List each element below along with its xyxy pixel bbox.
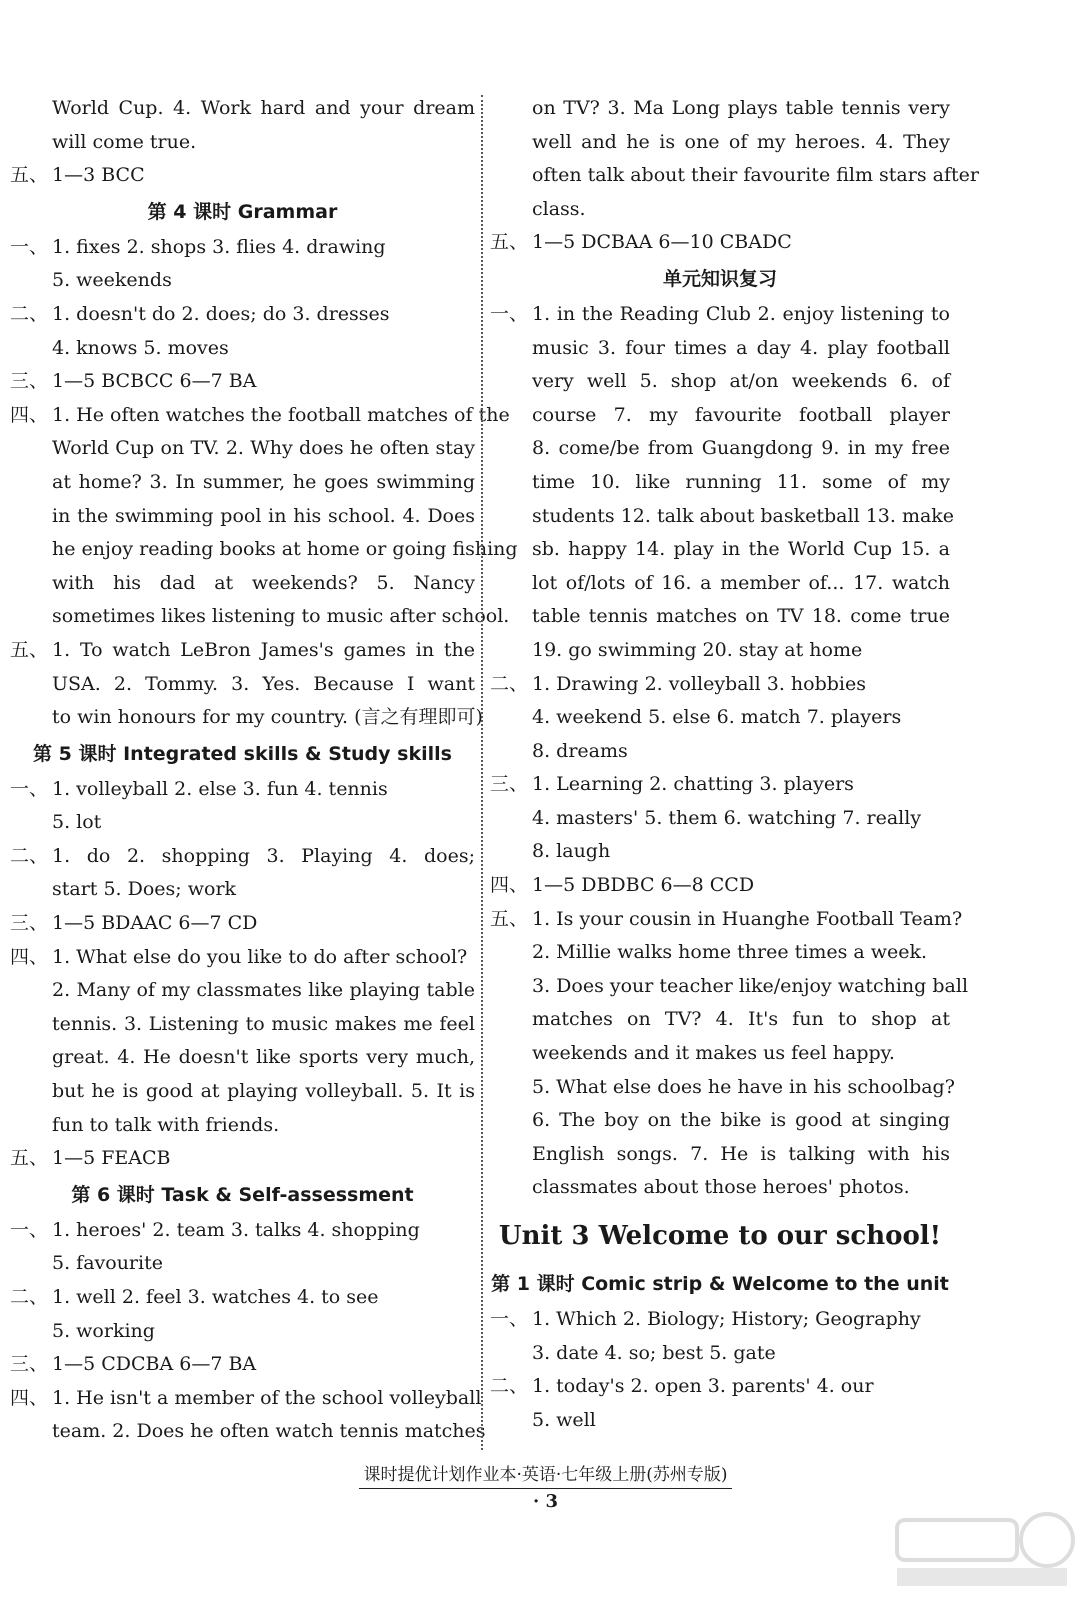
answer-line — [10, 365, 475, 399]
answer-line — [490, 466, 950, 500]
answer-text: 1. What else do you like to do after school? — [52, 945, 468, 968]
answer-line — [490, 399, 950, 433]
answer-line — [10, 231, 475, 265]
answer-line — [490, 903, 963, 937]
answer-line — [490, 701, 950, 735]
answer-text: 1. To watch LeBron James's games in the — [52, 638, 475, 661]
answer-text: students 12. talk about basketball 13. make — [532, 504, 955, 527]
question-number-label: 四、 — [10, 403, 49, 426]
answer-line — [10, 298, 475, 332]
answer-line — [10, 840, 475, 874]
question-number-label: 五、 — [490, 907, 529, 930]
answer-line — [10, 567, 475, 601]
answer-text: 1. heroes' 2. team 3. talks 4. shopping — [52, 1218, 420, 1241]
answer-line — [490, 1003, 950, 1037]
answer-line — [490, 768, 950, 802]
question-number-label: 一、 — [10, 777, 49, 800]
answer-line — [10, 873, 475, 907]
answer-line — [490, 1171, 950, 1205]
answer-text: 5. weekends — [52, 269, 172, 292]
question-number-label: 五、 — [490, 231, 529, 254]
answer-line — [490, 1404, 950, 1438]
answer-text: on TV? 3. Ma Long plays table tennis very — [532, 97, 950, 119]
question-number-label: 四、 — [10, 945, 49, 968]
question-number-label: 一、 — [490, 302, 529, 325]
answer-text: 5. lot — [52, 811, 102, 834]
answer-text: 1. doesn't do 2. does; do 3. dresses — [52, 302, 390, 325]
answer-text: but he is good at playing volleyball. 5. It is — [52, 1080, 475, 1103]
question-number-label: 四、 — [10, 1386, 49, 1409]
answer-text: in the swimming pool in his school. 4. Does — [52, 504, 475, 527]
answer-text: start 5. Does; work — [52, 878, 237, 901]
answer-text: will come true. — [52, 130, 197, 153]
answer-text: often talk about their favourite film stars after — [532, 164, 979, 187]
answer-text: 5. favourite — [52, 1252, 163, 1275]
answer-text: 4. knows 5. moves — [52, 336, 229, 359]
answer-line — [490, 1337, 950, 1371]
answer-text: at home? 3. In summer, he goes swimming — [52, 470, 475, 493]
answer-text: 2. Millie walks home three times a week. — [532, 941, 928, 964]
answer-text: team. 2. Does he often watch tennis matches — [52, 1420, 486, 1443]
answer-line — [10, 1214, 475, 1248]
answer-line — [490, 936, 950, 970]
answer-line — [10, 1247, 475, 1281]
question-number-label: 二、 — [490, 1375, 529, 1398]
answer-text: fun to talk with friends. — [52, 1113, 280, 1136]
answer-text: World Cup. 4. Work hard and your dream — [52, 97, 475, 119]
answer-line — [490, 92, 950, 126]
answer-text: 1. today's 2. open 3. parents' 4. our — [532, 1375, 874, 1398]
question-number-label: 四、 — [490, 874, 529, 897]
section-heading: 第 1 课时 Comic strip & Welcome to the unit — [491, 1273, 949, 1295]
answer-line — [490, 869, 950, 903]
answer-line — [10, 701, 483, 735]
answer-line — [10, 264, 475, 298]
section-heading: 第 5 课时 Integrated skills & Study skills — [33, 742, 452, 765]
answer-text: 1—5 DCBAA 6—10 CBADC — [532, 231, 792, 254]
answer-line — [490, 600, 950, 634]
answer-text: course 7. my favourite football player — [532, 403, 950, 426]
answer-line — [490, 802, 950, 836]
answer-line — [10, 159, 475, 193]
answer-text: World Cup on TV. 2. Why does he often stay — [52, 437, 475, 460]
answer-text: weekends and it makes us feel happy. — [532, 1042, 895, 1065]
answer-line — [490, 1138, 950, 1172]
answer-text: 3. date 4. so; best 5. gate — [532, 1341, 776, 1364]
question-number-label: 二、 — [10, 844, 49, 867]
answer-line — [10, 533, 518, 567]
answer-line — [490, 567, 950, 601]
answer-line — [10, 1281, 475, 1315]
answer-text: 2. Many of my classmates like playing table — [52, 979, 475, 1002]
answer-text: 1. fixes 2. shops 3. flies 4. drawing — [52, 235, 386, 258]
answer-line — [490, 970, 969, 1004]
answer-text: 1. do 2. shopping 3. Playing 4. does; — [52, 844, 475, 867]
answer-text: 1. He often watches the football matches of the — [52, 403, 510, 426]
answer-text: very well 5. shop at/on weekends 6. of — [532, 370, 950, 393]
answer-text: 6. The boy on the bike is good at singing — [532, 1109, 950, 1132]
column-divider — [481, 95, 483, 1450]
section-heading: 第 4 课时 Grammar — [147, 200, 338, 223]
answer-text: 1—5 DBDBC 6—8 CCD — [532, 874, 755, 897]
answer-line — [10, 907, 475, 941]
answer-line — [10, 974, 475, 1008]
answer-line — [490, 159, 979, 193]
answer-text: to win honours for my country. (言之有理即可) — [52, 706, 483, 729]
answer-text: he enjoy reading books at home or going fishing — [52, 538, 518, 561]
answer-text: table tennis matches on TV 18. come true — [532, 605, 950, 628]
answer-line — [490, 1037, 950, 1071]
answer-line — [490, 226, 950, 260]
question-number-label: 三、 — [490, 773, 529, 796]
answer-line — [10, 634, 475, 668]
answer-text: class. — [532, 197, 586, 220]
answer-text: 3. Does your teacher like/enjoy watching ball — [532, 974, 969, 997]
answer-line — [10, 1109, 475, 1143]
answer-line — [490, 500, 955, 534]
answer-text: 4. weekend 5. else 6. match 7. players — [532, 706, 902, 729]
answer-text: 1—3 BCC — [52, 164, 145, 187]
answer-text: 1. well 2. feel 3. watches 4. to see — [52, 1286, 379, 1308]
answer-text: 1—5 FEACB — [52, 1147, 171, 1170]
answer-line — [10, 1075, 475, 1109]
answer-text: time 10. like running 11. some of my — [532, 470, 950, 493]
answer-line — [490, 432, 950, 466]
answer-text: matches on TV? 4. It's fun to shop at — [532, 1008, 950, 1031]
question-number-label: 一、 — [490, 1308, 529, 1330]
answer-line — [10, 600, 510, 634]
answer-line — [10, 399, 510, 433]
answer-line — [10, 1382, 482, 1416]
answer-line — [10, 1142, 475, 1176]
answer-text: tennis. 3. Listening to music makes me feel — [52, 1012, 475, 1035]
section-heading: 单元知识复习 — [662, 267, 777, 290]
answer-line — [490, 1071, 955, 1105]
unit-title: Unit 3 Welcome to our school! — [498, 1221, 942, 1251]
answer-text: lot of/lots of 16. a member of... 17. watch — [532, 571, 950, 594]
answer-line — [490, 1104, 950, 1138]
answer-line — [10, 332, 475, 366]
question-number-label: 三、 — [10, 370, 49, 393]
answer-text: great. 4. He doesn't like sports very much, — [52, 1046, 475, 1069]
answer-line — [10, 466, 475, 500]
answer-line — [10, 806, 475, 840]
answer-text: English songs. 7. He is talking with his — [532, 1142, 950, 1165]
answer-line — [10, 1348, 475, 1382]
answer-text: with his dad at weekends? 5. Nancy — [52, 571, 475, 594]
answer-text: 19. go swimming 20. stay at home — [532, 638, 863, 661]
question-number-label: 五、 — [10, 164, 49, 187]
answer-line — [10, 668, 475, 702]
answer-line — [490, 332, 950, 366]
answer-text: 1—5 CDCBA 6—7 BA — [52, 1353, 257, 1376]
answer-line — [490, 668, 950, 702]
question-number-label: 一、 — [10, 235, 49, 258]
answer-line — [490, 126, 950, 160]
answer-line — [490, 634, 950, 668]
answer-line — [10, 1008, 475, 1042]
question-number-label: 二、 — [10, 1286, 49, 1308]
answer-text: 5. working — [52, 1319, 155, 1342]
question-number-label: 三、 — [10, 912, 49, 935]
answer-line — [490, 298, 950, 332]
answer-text: 1. in the Reading Club 2. enjoy listening to — [532, 302, 950, 325]
left-column — [10, 92, 518, 1449]
answer-text: USA. 2. Tommy. 3. Yes. Because I want — [52, 672, 475, 695]
answer-text: 5. What else does he have in his schoolbag? — [532, 1075, 955, 1098]
answer-line — [10, 1415, 486, 1449]
answer-text: 1. He isn't a member of the school volleyball — [52, 1386, 482, 1409]
answer-text: 1. Which 2. Biology; History; Geography — [532, 1308, 921, 1330]
answer-text: 1. Learning 2. chatting 3. players — [532, 773, 854, 796]
answer-text: 1. Is your cousin in Huanghe Football Team? — [532, 907, 963, 930]
answer-line — [10, 941, 475, 975]
answer-text: 1—5 BCBCC 6—7 BA — [52, 370, 257, 393]
question-number-label: 五、 — [10, 1147, 49, 1170]
answer-line — [490, 835, 950, 869]
answer-text: 4. masters' 5. them 6. watching 7. really — [532, 806, 922, 829]
question-number-label: 二、 — [490, 672, 529, 695]
question-number-label: 三、 — [10, 1353, 49, 1376]
answer-text: 5. well — [532, 1408, 596, 1431]
footer-title: 课时提优计划作业本·英语·七年级上册(苏州专版) — [359, 1462, 731, 1489]
answer-text: sometimes likes listening to music after school. — [52, 605, 510, 628]
answer-text: 1. volleyball 2. else 3. fun 4. tennis — [52, 777, 388, 800]
answer-line — [10, 92, 475, 126]
question-number-label: 五、 — [10, 638, 49, 661]
answer-line — [490, 735, 950, 769]
answer-line — [490, 533, 950, 567]
question-number-label: 一、 — [10, 1218, 49, 1241]
answer-text: classmates about those heroes' photos. — [532, 1176, 910, 1199]
answer-line — [490, 365, 950, 399]
answer-text: 8. dreams — [532, 739, 628, 762]
answer-line — [490, 1303, 950, 1337]
answer-text: well and he is one of my heroes. 4. They — [532, 130, 950, 153]
answer-text: 1. Drawing 2. volleyball 3. hobbies — [532, 672, 866, 695]
answer-text: 1—5 BDAAC 6—7 CD — [52, 912, 258, 935]
answer-line — [10, 1315, 475, 1349]
answer-text: 8. laugh — [532, 840, 611, 863]
answer-line — [10, 432, 475, 466]
answer-line — [10, 1041, 475, 1075]
answer-line — [490, 193, 950, 227]
answer-line — [10, 500, 475, 534]
page-number: · 3 — [532, 1491, 559, 1512]
answer-text: 8. come/be from Guangdong 9. in my free — [532, 437, 950, 460]
answer-text: music 3. four times a day 4. play football — [532, 336, 950, 359]
answer-text: sb. happy 14. play in the World Cup 15. a — [532, 538, 950, 561]
question-number-label: 二、 — [10, 302, 49, 325]
right-column — [490, 92, 979, 1437]
answer-line — [490, 1370, 950, 1404]
answer-line — [10, 126, 475, 160]
watermark-logo — [877, 1502, 1077, 1592]
answer-line — [10, 773, 475, 807]
section-heading: 第 6 课时 Task & Self-assessment — [71, 1183, 414, 1206]
